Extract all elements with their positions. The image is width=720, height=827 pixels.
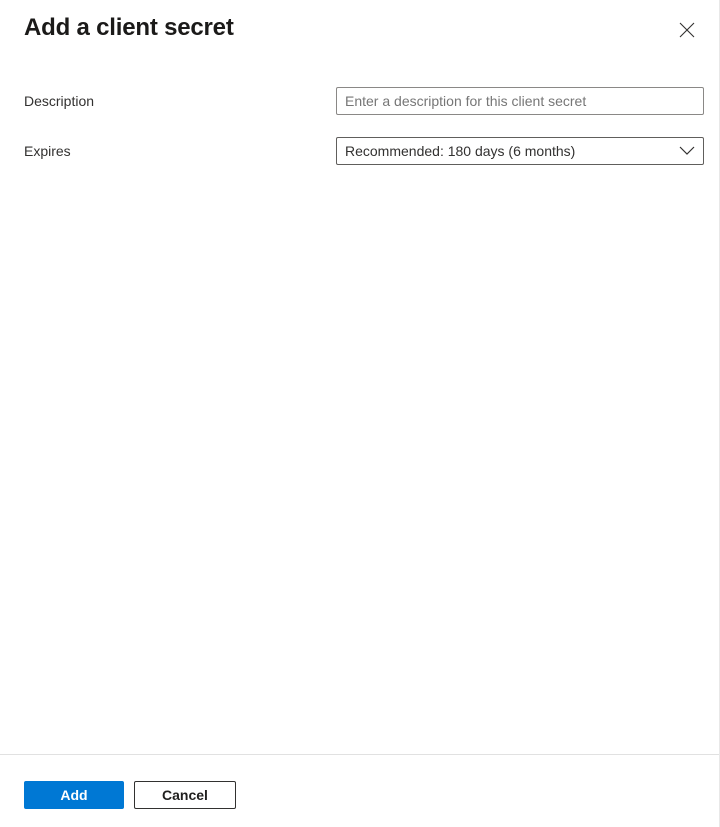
form-row-description bbox=[24, 87, 704, 115]
add-button[interactable]: Add bbox=[24, 781, 124, 809]
close-icon bbox=[679, 22, 695, 38]
panel-header bbox=[24, 12, 699, 44]
cancel-button[interactable]: Cancel bbox=[134, 781, 236, 809]
chevron-down-icon bbox=[679, 146, 695, 156]
description-input[interactable] bbox=[336, 87, 704, 115]
expires-selected-value: Recommended: 180 days (6 months) bbox=[345, 143, 576, 159]
page-title: Add a client secret bbox=[24, 14, 234, 41]
expires-label: Expires bbox=[24, 143, 71, 159]
description-label: Description bbox=[24, 93, 95, 109]
form-row-expires bbox=[24, 137, 704, 165]
expires-dropdown[interactable] bbox=[336, 137, 704, 165]
panel-footer bbox=[0, 754, 719, 827]
close-button[interactable] bbox=[675, 18, 699, 42]
